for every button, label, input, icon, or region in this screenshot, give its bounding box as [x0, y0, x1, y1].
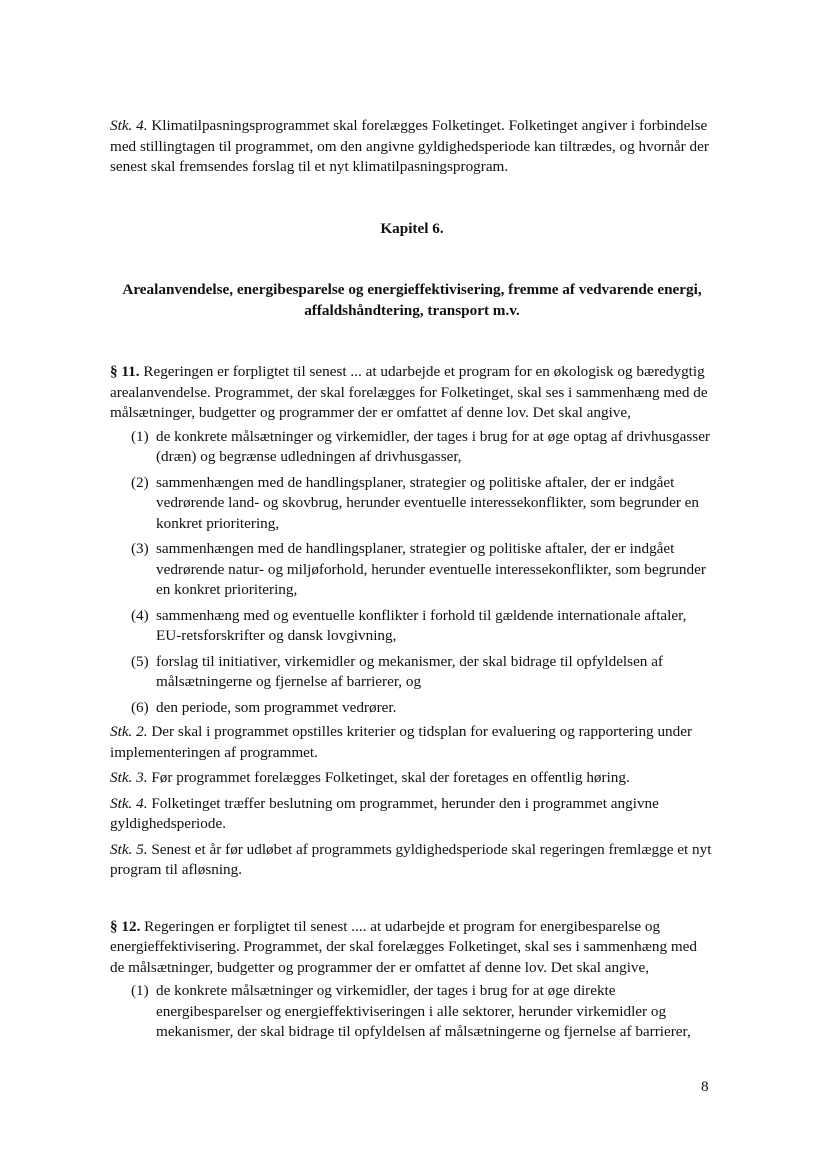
stk-text: Klimatilpasningsprogrammet skal forelægges Folketinget. Folketinget angiver i forbindelse med stillingtagen til programmet, om den angivne gyldighedsperiode kan tiltrædes, og hvornår der senest skal fremsendes forslag til et nyt klimatilpasningsprogram.: [110, 117, 709, 175]
chapter-title: Arealanvendelse, energibesparelse og energieffektivisering, fremme af vedvarende energi, affaldshåndtering, transport m.v.: [122, 281, 702, 319]
page-number: 8: [701, 1078, 709, 1095]
list-item: [110, 539, 714, 601]
stk-text: Senest et år før udløbet af programmets gyldighedsperiode skal regeringen fremlægge et nyt program til afløsning.: [110, 840, 712, 878]
list-item-text: sammenhængen med de handlingsplaner, strategier og politiske aftaler, der er indgået vedrørende natur- og miljøforhold, herunder eventuelle interessekonflikter, som begrunder en konkret prioritering,: [156, 540, 706, 598]
paragraph-stk: [110, 722, 714, 763]
section-intro-text: Regeringen er forpligtet til senest ... at udarbejde et program for en økologisk og bæredygtig arealanvendelse. Programmet, der skal forelægges for Folketinget, skal ses i sammenhæng med de målsætninger, budgetter og programmer der er omfattet af denne lov. Det skal angive,: [110, 363, 708, 421]
paragraph-stk: [110, 768, 714, 789]
list-item-number: (2): [131, 473, 149, 491]
paragraph-stk: [110, 840, 714, 881]
list-item: [110, 606, 714, 647]
list-item-text: sammenhæng med og eventuelle konflikter i forhold til gældende internationale aftaler, EU-retsforskrifter og dansk lovgivning,: [156, 606, 687, 644]
stk-label: Stk. 4.: [110, 794, 148, 812]
list-item-text: den periode, som programmet vedrører.: [156, 698, 397, 716]
list-item: [110, 652, 714, 693]
section-11-intro: [110, 362, 714, 424]
stk-label: Stk. 3.: [110, 769, 148, 786]
section-12-list: [110, 981, 714, 1043]
stk-label: Stk. 4.: [110, 117, 148, 134]
list-item-number: (4): [131, 606, 149, 624]
stk-text: Før programmet forelægges Folketinget, skal der foretages en offentlig høring.: [151, 769, 630, 786]
paragraph-stk: [110, 794, 714, 835]
list-item: [110, 698, 714, 719]
stk-text: Folketinget træffer beslutning om programmet, herunder den i programmet angivne gyldighedsperiode.: [110, 794, 659, 832]
section-12-intro: [110, 917, 714, 979]
page-content: [110, 116, 714, 1043]
list-item-number: (3): [131, 540, 149, 557]
list-item-number: (1): [131, 982, 149, 999]
stk-label: Stk. 5.: [110, 840, 148, 858]
stk-text: Der skal i programmet opstilles kriterier og tidsplan for evaluering og rapportering under implementeringen af programmet.: [110, 723, 693, 761]
section-label: § 11.: [110, 363, 140, 380]
chapter-number: Kapitel 6.: [380, 219, 444, 237]
section-label: § 12.: [110, 917, 141, 935]
list-item-number: (5): [131, 652, 149, 670]
paragraph-stk4-top: [110, 116, 714, 178]
list-item: [110, 473, 714, 535]
list-item-text: forslag til initiativer, virkemidler og mekanismer, der skal bidrage til opfyldelsen af målsætningerne og fjernelse af barrierer, og: [156, 652, 663, 690]
list-item-number: (1): [131, 427, 149, 445]
section-11-list: [110, 427, 714, 719]
stk-label: Stk. 2.: [110, 723, 148, 740]
list-item-text: de konkrete målsætninger og virkemidler, der tages i brug for at øge optag af drivhusgasser (dræn) og begrænse udledningen af drivhusgasser,: [156, 427, 710, 465]
list-item: [110, 427, 714, 468]
list-item-number: (6): [131, 698, 149, 716]
list-item-text: sammenhængen med de handlingsplaner, strategier og politiske aftaler, der er indgået vedrørende land- og skovbrug, herunder eventuelle interessekonflikter, som begrunder en konkret prioritering,: [156, 473, 700, 532]
list-item: [110, 981, 714, 1043]
section-intro-text: Regeringen er forpligtet til senest .... at udarbejde et program for energibesparelse og energieffektivisering. Programmet, der skal forelægges Folketinget, skal ses i sammenhæng med de målsætninger, budgetter og programmer der er omfattet af denne lov. Det skal angive,: [110, 917, 697, 976]
list-item-text: de konkrete målsætninger og virkemidler, der tages i brug for at øge direkte energibesparelser og energieffektiviseringen i alle sektorer, herunder virkemidler og mekanismer, der skal bidrage til opfyldelsen af målsætningerne og fjernelse af barrierer,: [156, 982, 691, 1040]
